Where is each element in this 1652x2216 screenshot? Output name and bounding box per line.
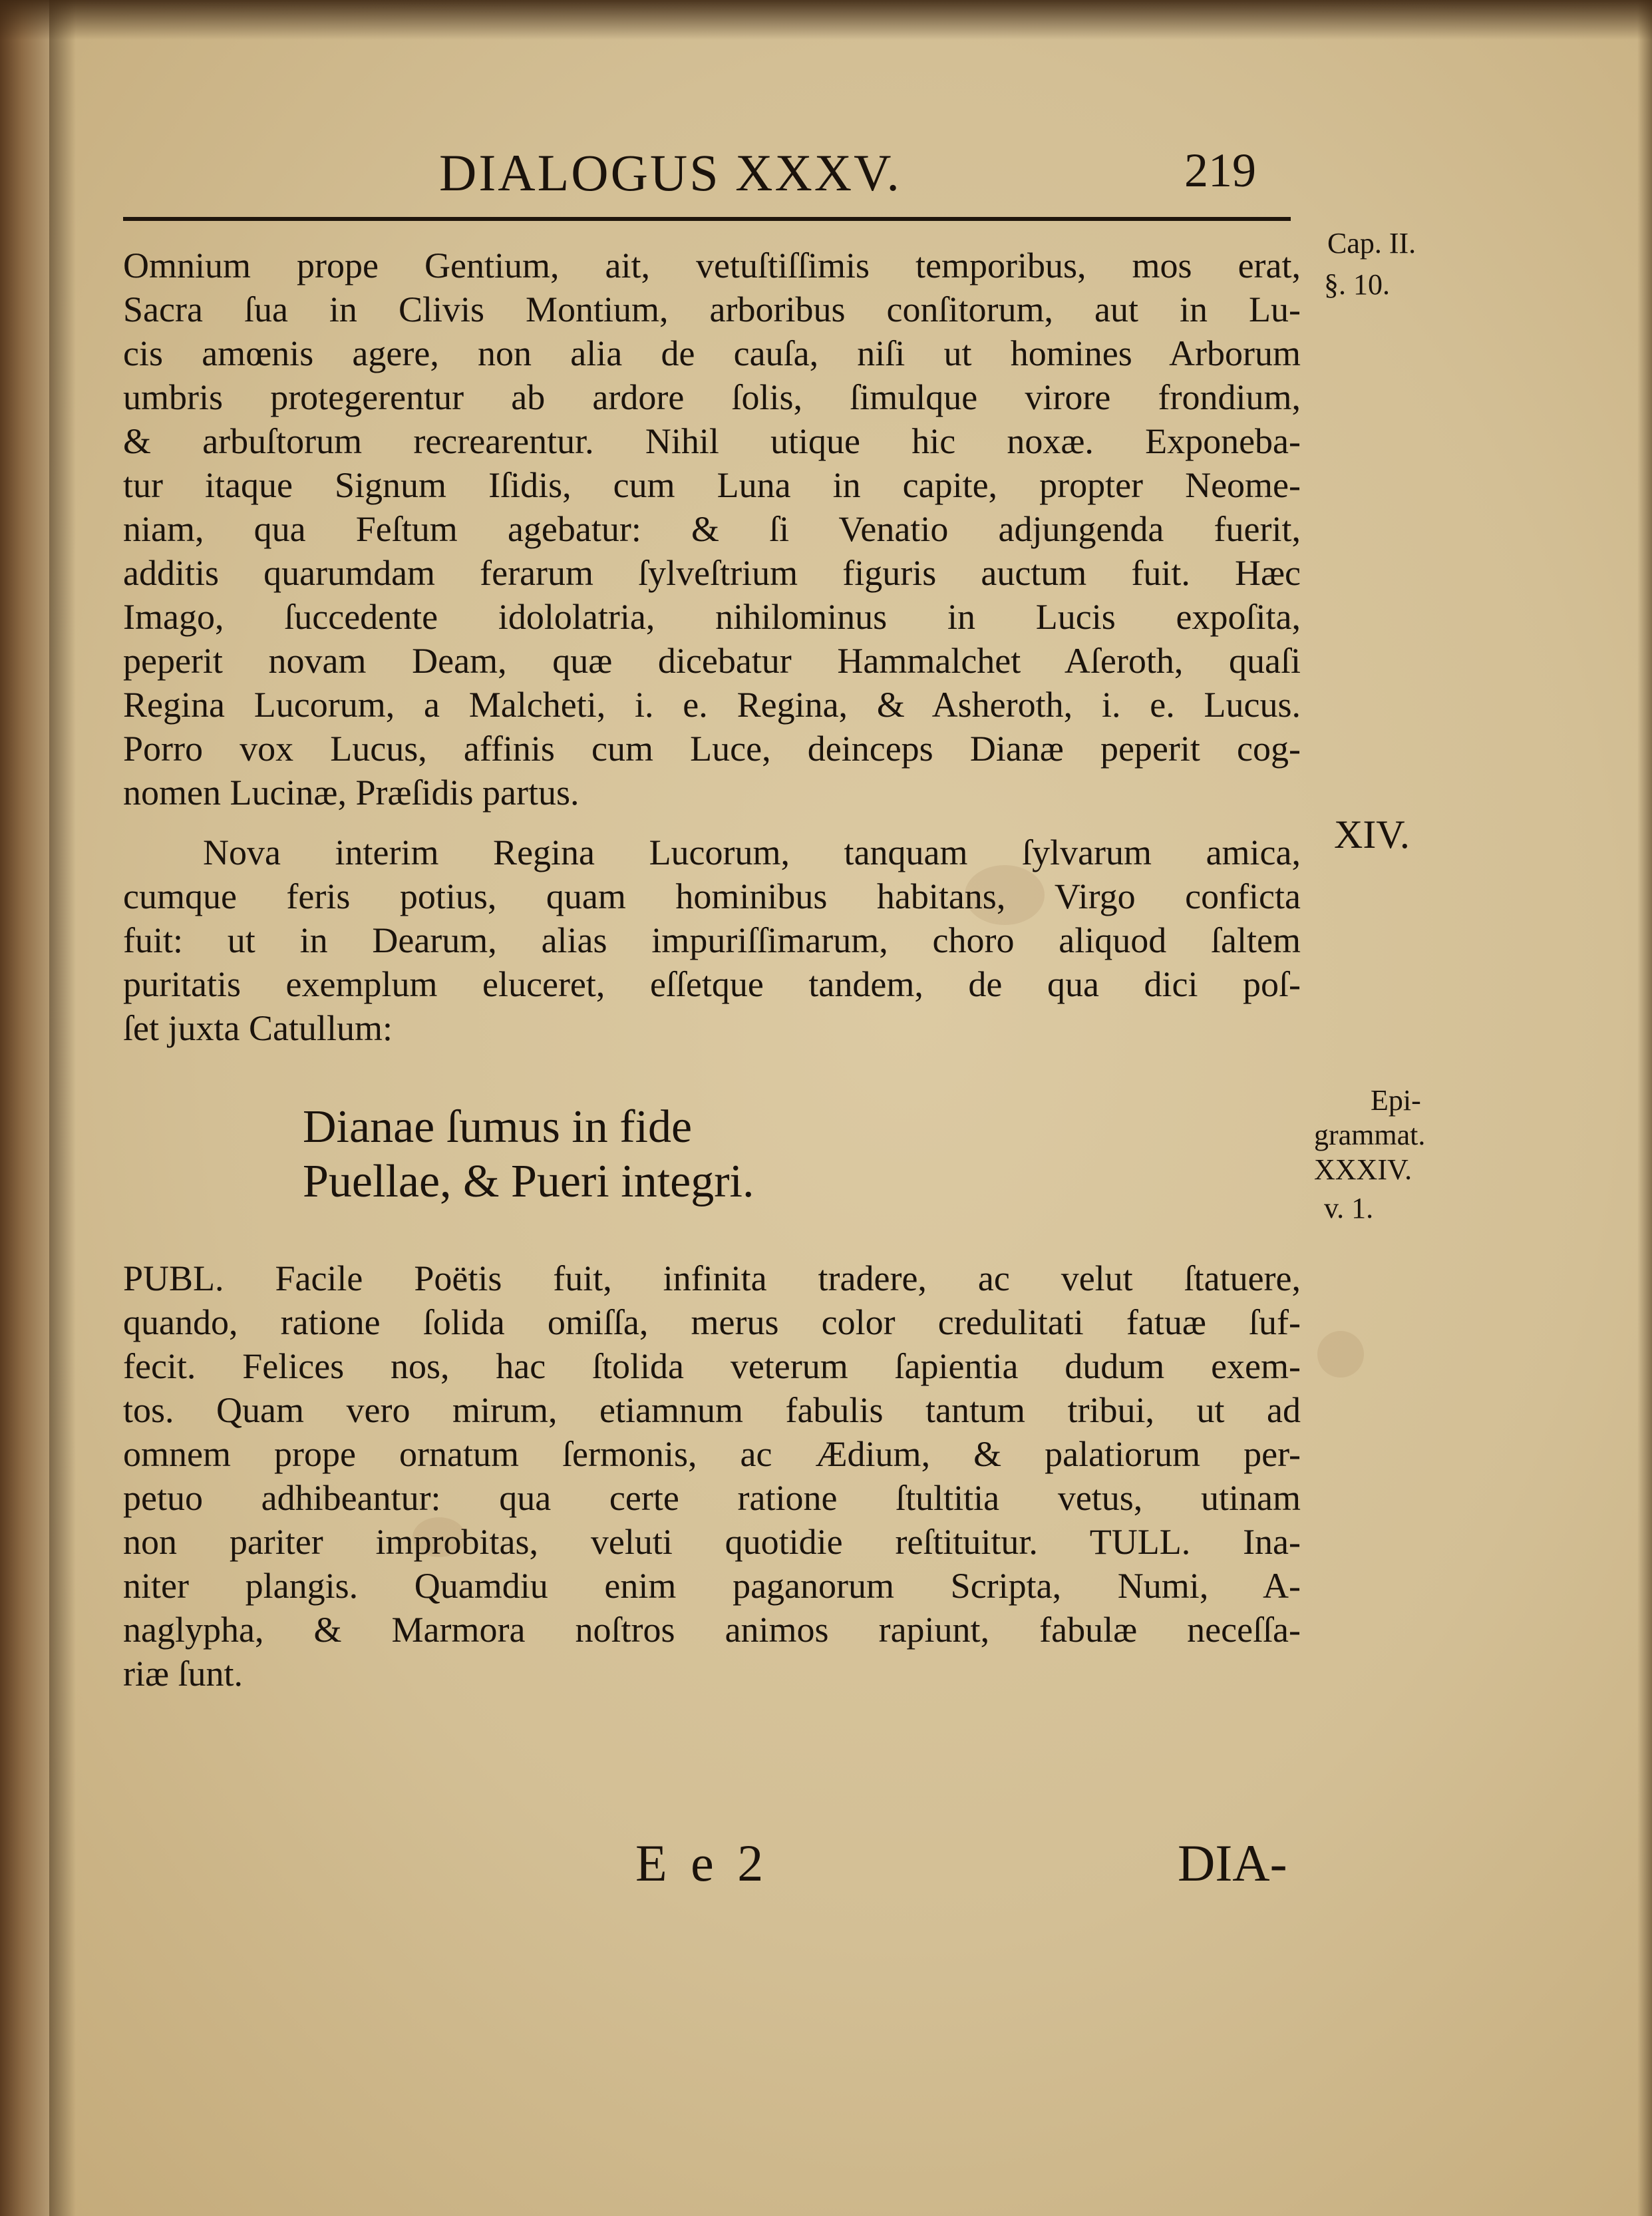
- text-line: peperit novam Deam, quæ dicebatur Hammalchet Aſeroth, quaſi: [123, 641, 1301, 681]
- page-top-edge: [0, 0, 1652, 40]
- verse-line: Puellae, & Pueri integri.: [303, 1156, 754, 1207]
- text-line: fecit. Felices nos, hac ſtolida veterum ſapientia dudum exem-: [123, 1346, 1301, 1386]
- page-gutter-shadow: [49, 0, 76, 2216]
- text-line: puritatis exemplum eluceret, eſſetque tandem, de qua dici poſ-: [123, 964, 1301, 1004]
- text-line: ſet juxta Catullum:: [123, 1008, 393, 1048]
- marginal-note: Cap. II.: [1327, 227, 1416, 260]
- marginal-note: grammat.: [1314, 1119, 1426, 1151]
- text-line: niam, qua Feſtum agebatur: & ſi Venatio adjungenda fuerit,: [123, 509, 1301, 549]
- header-rule: [123, 217, 1291, 221]
- text-line: tos. Quam vero mirum, etiamnum fabulis tantum tribui, ut ad: [123, 1390, 1301, 1430]
- text-line: niter plangis. Quamdiu enim paganorum Scripta, Numi, A-: [123, 1566, 1301, 1606]
- text-line: naglypha, & Marmora noſtros animos rapiunt, fabulæ neceſſa-: [123, 1610, 1301, 1650]
- marginal-note: XIV.: [1334, 813, 1410, 856]
- paper-stain: [1317, 1331, 1364, 1378]
- text-line: umbris protegerentur ab ardore ſolis, ſimulque virore frondium,: [123, 377, 1301, 417]
- text-line: fuit: ut in Dearum, alias impuriſſimarum, choro aliquod ſaltem: [123, 920, 1301, 960]
- text-line: & arbuſtorum recrearentur. Nihil utique hic noxæ. Exponeba-: [123, 421, 1301, 461]
- text-line: cis amœnis agere, non alia de cauſa, niſi ut homines Arborum: [123, 333, 1301, 373]
- text-line: cumque feris potius, quam hominibus habitans, Virgo conficta: [123, 876, 1301, 916]
- running-title: DIALOGUS XXXV.: [439, 144, 902, 202]
- text-line: petuo adhibeantur: qua certe ratione ſtultitia vetus, utinam: [123, 1478, 1301, 1518]
- text-line: quando, ratione ſolida omiſſa, merus color credulitati fatuæ ſuf-: [123, 1302, 1301, 1342]
- text-line: Omnium prope Gentium, ait, vetuſtiſſimis temporibus, mos erat,: [123, 246, 1301, 285]
- signature-mark: E e 2: [635, 1834, 769, 1892]
- text-line: PUBL. Facile Poëtis fuit, infinita tradere, ac velut ſtatuere,: [123, 1258, 1301, 1298]
- text-line: additis quarumdam ferarum ſylveſtrium figuris auctum fuit. Hæc: [123, 553, 1301, 593]
- marginal-note: XXXIV.: [1314, 1153, 1412, 1186]
- text-line: Regina Lucorum, a Malcheti, i. e. Regina, & Asheroth, i. e. Lucus.: [123, 685, 1301, 725]
- text-line: Porro vox Lucus, affinis cum Luce, deinceps Dianæ peperit cog-: [123, 729, 1301, 769]
- marginal-note: §. 10.: [1324, 268, 1390, 301]
- marginal-note: v. 1.: [1324, 1192, 1374, 1224]
- text-line: omnem prope ornatum ſermonis, ac Ædium, & palatiorum per-: [123, 1434, 1301, 1474]
- page-number: 219: [1184, 144, 1256, 197]
- text-line: riæ ſunt.: [123, 1654, 244, 1694]
- marginal-note: Epi-: [1371, 1084, 1421, 1117]
- text-line: non pariter improbitas, veluti quotidie reſtituitur. TULL. Ina-: [123, 1522, 1301, 1562]
- text-line: Nova interim Regina Lucorum, tanquam ſylvarum amica,: [203, 832, 1301, 872]
- text-line: tur itaque Signum Iſidis, cum Luna in capite, propter Neome-: [123, 465, 1301, 505]
- previous-page-edge: [0, 0, 49, 2216]
- text-line: Sacra ſua in Clivis Montium, arboribus conſitorum, aut in Lu-: [123, 289, 1301, 329]
- text-line: Imago, ſuccedente idololatria, nihilominus in Lucis expoſita,: [123, 597, 1301, 637]
- text-line: nomen Lucinæ, Præſidis partus.: [123, 773, 579, 813]
- verse-line: Dianae ſumus in fide: [303, 1101, 693, 1153]
- page-right-edge: [1637, 0, 1652, 2216]
- catchword: DIA-: [1178, 1834, 1287, 1892]
